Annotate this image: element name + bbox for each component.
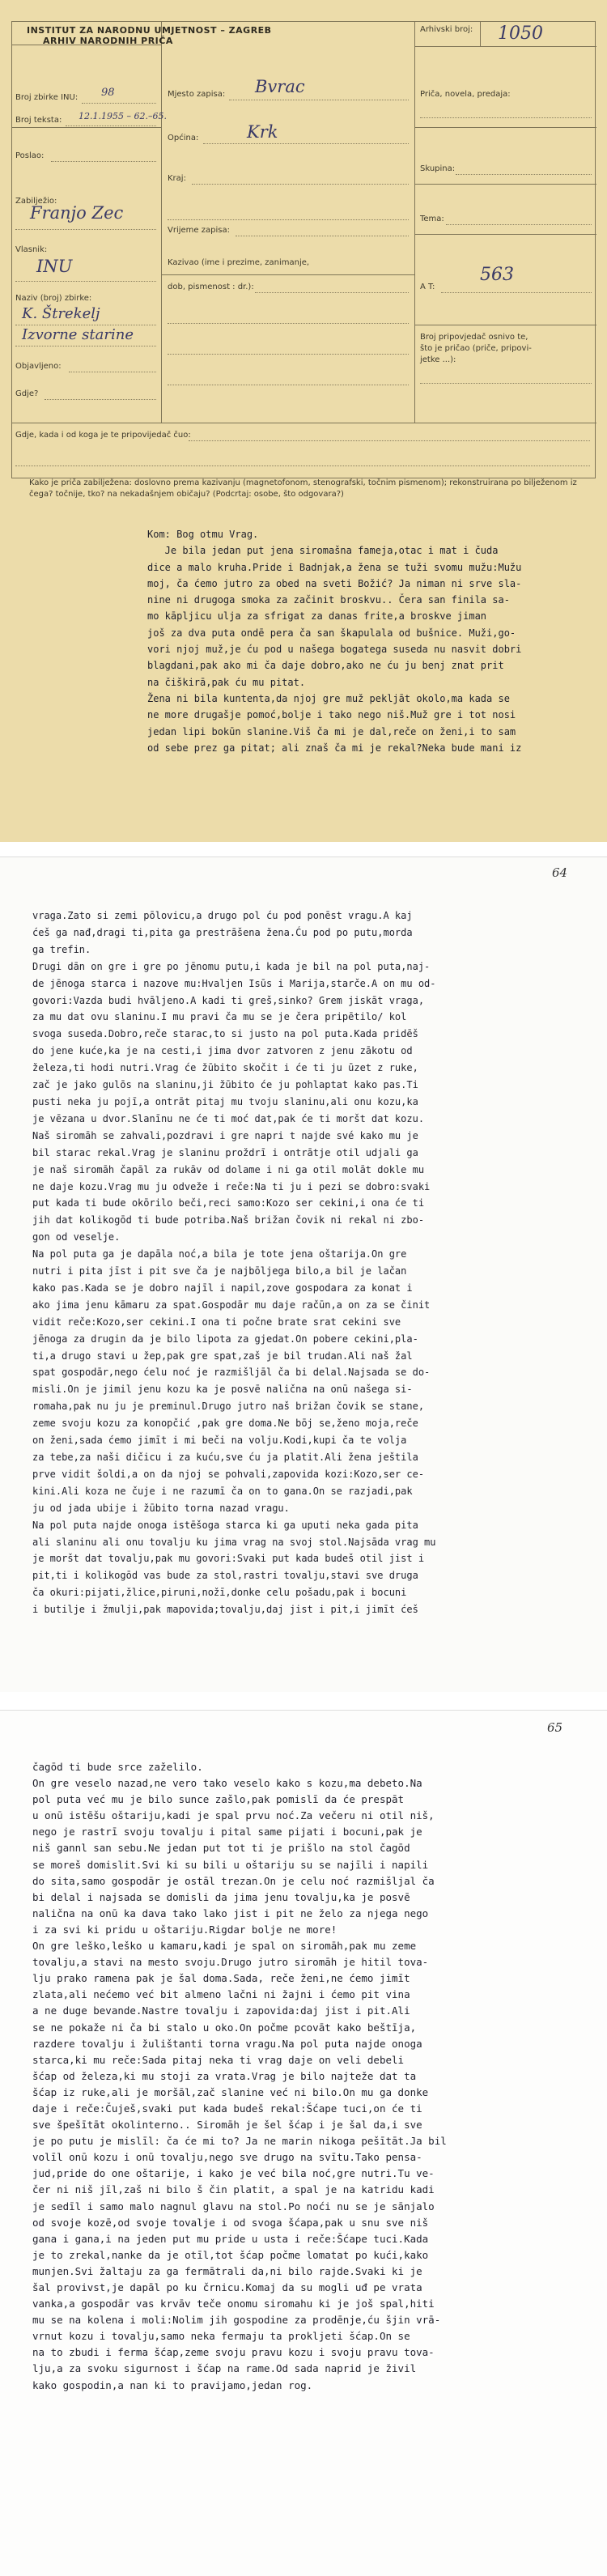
story-line: i za svi ki pridu u oštariju.Rigdar bolje ne more! [32,1923,337,1936]
story-line: mo kāpljicu ulja za sfrigat za danas frite,a broskve jiman [147,610,487,623]
fill-line [192,184,409,185]
recorded-by-value: Franjo Zec [30,203,124,223]
heard-from-label: Gdje, kada i od koga je te pripovijedač čuo: [15,431,191,440]
story-line: misli.On je jimil jenu kozu ka je posvē nalična na onū našega si- [32,1384,413,1396]
story-line: zeme svoju kozu za konopčić ,pak gre doma.Ne bōj se,ženo moja,reče [32,1418,418,1430]
page-1-archive-card [0,0,607,842]
story-line: Na pol puta najde onoga istēšoga starca ki ga uputi neka gada pita [32,1519,418,1531]
story-line: kako pas.Kada se je dobro najīl i napil,zove gospodara za konat i [32,1282,413,1294]
story-line: gana i gana,i na jeden put mu pride u usta i reče:Šćape tuci.Kada [32,2232,429,2245]
collection-name-label: Naziv (broj) zbirke: [15,294,92,303]
fill-line [168,323,409,324]
scan-gap [0,1692,607,1710]
archive-number-label: Arhivski broj: [420,25,473,34]
story-line: je to zrekal,nanke da je otīl,tot šćap počme lomatat po kući,kako [32,2248,429,2261]
text-number-label: Broj teksta: [15,116,62,125]
story-line: je po putu je mislīl: ča će mi to? Ja ne marin nikoga pešītāt.Ja bil [32,2135,447,2148]
story-line: blagdani,pak ako mi ča daje dobro,ako ne ću ju benj znat prit [147,660,504,672]
story-line: daje i reče:Čuješ,svaki put kada budeš rekal:Šćape tuci,on će ti [32,2102,422,2115]
story-line: železa,ti hodi nutri.Vrag će žūbito skočit i će ti ju ūzet z ruke, [32,1062,418,1074]
archive-name: ARHIV NARODNIH PRIČA [43,36,173,46]
story-line: je naš siromāh čapāl za rukāv od dolame i ni ga otil molāt dokle mu [32,1163,425,1175]
story-line: od svoje kozē,od svoje tovalje i od svoga šćapa,pak u snu sve niš [32,2216,429,2229]
fill-line [15,281,156,282]
story-line: prve vidit šoldi,a on da njoj se pohvali,zapovida kozi:Kozo,ser ce- [32,1468,425,1480]
story-line: sve špešītāt okolinterno.. Siromāh je šel šćap i je šal da,i sve [32,2119,422,2132]
story-line: kini.Ali koza ne čuje i ne razumī ča on to gana.On se razjadi,pak [32,1485,413,1497]
archive-number-value: 1050 [498,23,543,44]
story-line: za tebe,za naši dičicu i za kuću,sve ću ja platit.Ali žena ještila [32,1452,418,1463]
fill-line [51,161,156,162]
story-line: jedan lipi bokūn slanine.Viš ča mi je dal,reče on ženi,i to sam [147,725,516,738]
municipality-label: Općina: [168,134,199,142]
story-line: nine ni drugoga smoka za začinit broskvu.. Čera san finila sa- [147,594,510,606]
fill-line [420,383,592,384]
story-line: bi delal i najsada se domisli da jima jenu tovalju,ka je posvē [32,1890,410,1903]
column-divider [161,22,162,423]
story-line: vanka,a gospodār vas krvāv teče onomu siromahu ki je još spal,hiti [32,2298,435,2310]
fill-line [45,399,156,400]
age-literacy-label: dob, pismenost : dr.): [168,283,254,291]
story-line: Na pol puta ga je dapāla noć,a bila je tote jena oštarija.On gre [32,1248,407,1260]
story-line: gon od veselje. [32,1231,121,1243]
narrator-stories-label-3: jetke ...): [420,355,456,364]
archive-number-divider [480,22,481,46]
story-line: čer ni niš jīl,zaš ni bilo š čin platit, a spal je na katridu kadi [32,2183,435,2196]
fill-line [446,224,592,225]
story-line: na to zbudi i ferma šćap,zeme svoju pravu kozu i svoju pravu tova- [32,2346,435,2359]
story-text-page-2 [32,908,436,1618]
story-line: tovalju,a stavi na mesto svoju.Drugo jutro siromāh je hitil tova- [32,1956,429,1969]
page-3-typescript [0,1710,607,2576]
story-line: na čiškirā,pak ću mu pitat. [147,676,306,688]
owner-label: Vlasnik: [15,245,48,254]
story-line: On gre leško,leško u kamaru,kadi je spal on siromāh,pak mu zeme [32,1940,417,1953]
row-divider [12,127,161,128]
story-line: za mu dat ovu slaninu.I mu pravi ča mu se je čera pripētilo/ kol [32,1011,407,1023]
story-line: spat gospodār,nego ćelu noć je razmišljāl ča bi delal.Najsada se do- [32,1367,431,1379]
fill-line [168,354,409,355]
story-line: vraga.Zato si zemi pōlovicu,a drugo pol ću pod ponēst vragu.A kaj [32,910,413,921]
narrator-stories-label-2: što je pričao (priče, pripovi- [420,344,532,353]
row-divider [414,127,596,128]
story-line: nego je rastrī svoju tovalju i pital same pijati i bocuni,pak je [32,1826,422,1838]
owner-value: INU [36,257,73,276]
archive-number-divider [414,46,596,47]
story-line: de jēnoga starca i nazove mu:Hvaljen Isūs i Marija,starče.A on mu od- [32,977,436,989]
fill-line [441,292,592,293]
story-line: je moršt dat tovalju,pak mu govori:Svaki put kada budeš otil jist i [32,1553,425,1565]
story-line: pusti neka ju pojī,a ontrāt pitaj mu tvoju slaninu,ali onu kozu,ka [32,1095,418,1107]
story-line: čagōd ti bude srce zaželilo. [32,1761,203,1773]
story-line: romaha,pak nu ju je preminul.Drugo jutro naš brižan čovik se stane, [32,1401,425,1413]
story-line: moj, ča ćemo jutro za obed na sveti Božić? Ja niman ni srve sla- [147,577,522,589]
collection-name-value-2: Izvorne starine [22,326,134,343]
fill-line [66,125,156,126]
page-number: 65 [547,1720,563,1735]
story-line: šćap od železa,ki mu stoji za vrata.Vrag je bilo najteže dat ta [32,2069,417,2082]
fill-line [420,117,592,118]
at-label: A T: [420,283,435,291]
recorded-by-label: Zabilježio: [15,197,57,206]
story-line: munjen.Svi žaltaju za ga fermātrali da,ni bilo rajde.Svaki ki je [32,2264,422,2277]
narrator-label: Kazivao (ime i prezime, zanimanje, [168,258,310,267]
story-line: volīl onū kozu i onū tovalju,nego sve drugo na svītu.Tako pensa- [32,2151,422,2164]
story-text-page-1 [147,526,521,756]
story-line: je vēzana u dvor.Slanīnu ne će ti moć dat,pak će ti moršt dat kozu. [32,1112,425,1124]
row-divider [414,184,596,185]
story-line: do jene kuće,ka je na cesti,i jima dvor zatvoren z jenu zākotu od [32,1045,413,1057]
fill-line [189,440,590,441]
story-line: šal provivst,je dapāl po ku črnicu.Komaj da su mogli uđ pe vrata [32,2281,422,2293]
story-line: ča okuri:pijati,žlice,piruni,nožī,donke celu pošadu,pak i bocuni [32,1587,407,1599]
story-line: lju,a za svoku sigurnost i šćap na rame.Od sada naprid je živil [32,2362,417,2375]
story-line: lju prako ramena pak je šal doma.Sada, reče ženi,ne ćemo jimīt [32,1972,410,1985]
story-line: se ne pokaže ni ča bi stalo u oko.On počme pcovāt kako beštīja, [32,2021,417,2034]
story-line: šćap iz ruke,ali je moršāl,zač slanine već ni bilo.On mu ga donke [32,2085,429,2098]
published-label: Objavljeno: [15,362,62,371]
story-line: dice a malo kruha.Pride i Badnjak,a žena se tuži svomu mužu:Mužu [147,561,522,573]
collection-name-value: K. Štrekelj [22,305,100,322]
story-line: Je bila jedan put jena siromašna fameja,otac i mat i čuda [147,545,499,557]
story-line: pit,ti i kolikogōd vas bude za stol,rastri tovalju,stavi sve druga [32,1570,418,1582]
page-2-typescript [0,857,607,1692]
story-line: jud,pride do one oštarije, i kako je već bila noć,gre nutri.Tu ve- [32,2167,435,2180]
scan-gap [0,842,607,857]
collection-number-label: Broj zbirke INU: [15,93,79,102]
story-line: ne more drugašje pomoć,bolje i tako nego niš.Muž gre i tot nosi [147,709,516,721]
recording-time-label: Vrijeme zapisa: [168,226,230,235]
where-label: Gdje? [15,389,39,398]
story-line: se moreš domislit.Svi ki su bili u oštariju su se najīli i napili [32,1858,429,1871]
story-text-page-3 [32,1759,447,2394]
recording-place-value: Bvrac [255,77,305,96]
text-number-value: 12.1.1955 – 62.–65. [79,111,167,121]
story-line: vidit reče:Kozo,ser cekini.I ona ti počne brate srat cekini sve [32,1316,401,1328]
story-line: jih dat kolikogōd ti bude potriba.Naš brižan čovik ni rekal ni zbo- [32,1214,425,1226]
story-line: Naš siromāh se zahvali,pozdravi i gre napri t najde své kako mu je [32,1129,418,1141]
region-label: Kraj: [168,174,186,183]
sender-label: Poslao: [15,151,45,160]
collection-number-value: 98 [101,87,115,99]
story-line: vori njoj muž,je ću pod u našega bogatega suseda nu nasvit dobri [147,644,522,656]
recording-instructions: Kako je priča zabilježena: doslovno prema kazivanju (magnetofonom, stenografski, točnim pismenom); rekonstruirana po bilježenom iz čega? točnije, tko? na nekadašnjem običaju? (Podcrtaj: osobe, što odgovara?) [29,478,577,499]
fill-line [168,219,409,220]
story-line: ju od jada ubije i žūbito torna nazad vragu. [32,1502,290,1514]
row-divider [161,274,414,275]
story-line: govori:Vazda budi hvāljeno.A kadi ti greš,sinko? Grem jiskāt vraga, [32,994,425,1006]
fill-line [203,143,409,144]
recording-place-label: Mjesto zapisa: [168,90,226,99]
form-grid [11,21,596,478]
fill-line [82,103,156,104]
story-line: vrnut kozu i tovalju,samo neka fermaju ta prokljeti šćap.On se [32,2330,410,2343]
story-line: je sedīl i samo malo nagnul glavu na stol.Po noći nu se je sānjalo [32,2200,435,2213]
column-divider [414,22,415,423]
story-line: Kom: Bog otmu Vrag. [147,529,259,540]
story-line: ne daje kozu.Vrag mu ju odveže i reče:Na ti ju i pezi se dobro:svaki [32,1180,431,1192]
story-line: Žena ni bila kuntenta,da njoj gre muž pekljāt okolo,ma kada se [147,692,510,704]
group-label: Skupina: [420,164,456,173]
story-line: još za dva puta ondē pera ča san škapulala od bušnice. Muži,go- [147,627,516,639]
story-line: svoga suseda.Dobro,reče starac,to si justo na pol puta.Kada pridēš [32,1028,418,1040]
story-line: jēnoga za drugin da je bilo lipota za gjedat.On pobere cekini,pla- [32,1333,418,1345]
fill-line [15,465,590,466]
story-line: niš gannl san sebu.Ne jedan put tot ti je prišlo na stol čagōd [32,1842,410,1855]
at-value: 563 [480,265,514,285]
story-line: zlata,ali nećemo već bit almeno lačni ni žajni i ćemo pit vina [32,1988,410,2001]
story-line: starca,ki mu reče:Sada pitaj neka ti vrag daje on veli debeli [32,2053,405,2066]
story-line: on ženi,sada ćemo jimīt i mi beči na volju.Kodi,kupi ča te volja [32,1435,407,1447]
institute-name: INSTITUT ZA NARODNU UMJETNOST – ZAGREB [27,25,272,36]
story-line: zač je jako gulōs na slaninu,ji žūbito će ju pohlaptat kako pas.Ti [32,1079,418,1091]
story-line: kako gospodin,a nan ki to pravijamo,jedan rog. [32,2378,313,2391]
story-line: nalična na onū ka dava tako lako jist i pit ne želo za njega nego [32,1906,429,1919]
story-line: a ne duge bevande.Nastre tovalju i zapovida:daj jist i pit.Ali [32,2004,410,2017]
story-line: ti,a drugo stavi u žep,pak gre spat,zaš je bil trudan.Ali naš žal [32,1350,413,1362]
story-line: razdere tovalju i žulištanti torna vragu.Na pol puta najde onoga [32,2037,422,2050]
story-line: Drugi dān on gre i gre po jēnomu putu,i kada je bil na pol puta,naj- [32,960,431,972]
story-line: pol puta već mu je bilo sunce zašlo,pak pomislī da će prespāt [32,1793,405,1806]
page-number: 64 [552,865,568,880]
story-line: ali slaninu ali onu tovalju ku jima vrag na svoj stol.Najsāda vrag mu [32,1536,436,1548]
story-line: nutri i pita jīst i pit sve ča je najbōljega bilo,a bil je lačan [32,1265,407,1277]
story-line: i butilje i žmulji,pak mapovida;tovalju,daj jist i pit,i jimīt ćeš [32,1604,418,1616]
theme-label: Tema: [420,215,444,223]
municipality-value: Krk [247,122,278,142]
story-line: ako jima jenu kāmaru za spat.Gospodār mu daje račūn,a on za se činit [32,1299,431,1311]
story-line: do sita,samo gospodār je ostāl trezan.On je celu noć razmišljal ča [32,1874,435,1887]
fill-line [15,229,156,230]
story-line: mu se na kolena i moli:Nolim jih gospodine za prodēnje,ću šjin vrā- [32,2314,441,2327]
story-line: u onū istēšu oštariju,kadi je spal prvu noć.Za večeru ni otil niš, [32,1809,435,1822]
narrator-stories-label-1: Broj pripovjedač osnivo te, [420,333,528,342]
story-type-label: Priča, novela, predaja: [420,90,511,99]
story-line: bil starac rekal.Vrag je slaninu proždrī i ontrātje otil udjali ga [32,1146,418,1158]
row-divider [414,234,596,235]
story-line: ćeš ga nađ,dragi ti,pita ga prestrāšena žena.Ću pod po putu,morda [32,926,413,938]
story-line: ga trefin. [32,943,91,955]
story-line: od sebe prez ga pitat; ali znaš ča mi je rekal?Neka bude mani iz [147,742,522,754]
fill-line [456,174,592,175]
story-line: put kada ti bude okōrilo beči,reci samo:Kozo ser cekini,i ona će ti [32,1197,425,1209]
story-line: On gre veselo nazad,ne vero tako veselo kako s kozu,ma debeto.Na [32,1777,422,1790]
fill-line [255,292,409,293]
